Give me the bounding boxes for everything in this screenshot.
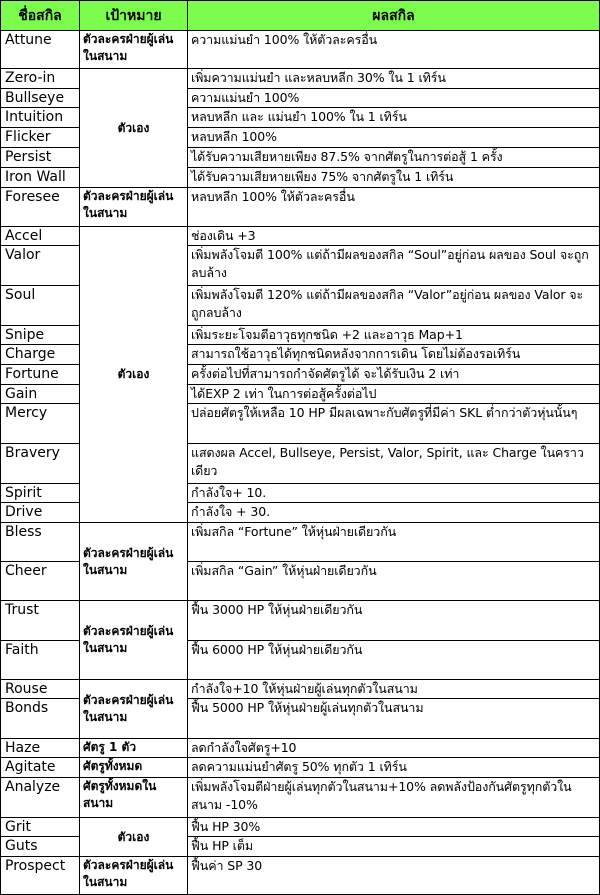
skill-effect-cell: กำลังใจ+ 10.	[187, 483, 600, 503]
target-cell	[79, 187, 188, 227]
skill-effect-cell: หลบหลีก และ แม่นยำ 100% ใน 1 เทิร์น	[187, 107, 600, 128]
skill-effect-cell: ปล่อยศัตรูให้เหลือ 10 HP มีผลเฉพาะกับศัตรูที่มีค่า SKL ต่ำกว่าตัวหุ่นนั้นๆ	[187, 403, 600, 444]
skill-name-cell: Guts	[0, 836, 80, 857]
skill-name-cell: Snipe	[0, 325, 80, 345]
target-cell	[79, 600, 188, 680]
skill-effect-cell: กำลังใจ + 30.	[187, 502, 600, 523]
skill-effect-cell: เพิ่มสกิล “Fortune” ให้หุ่นฝ่ายเดียวกัน	[187, 522, 600, 562]
skill-name-cell: Analyze	[0, 777, 80, 818]
target-label: ตัวละครฝ่ายผู้เล่นในสนาม	[83, 693, 174, 724]
skill-effect-cell: กำลังใจ+10 ให้หุ่นฝ่ายผู้เล่นทุกตัวในสนาม	[187, 679, 600, 699]
target-cell	[79, 856, 188, 895]
skill-effect-cell: เพิ่มพลังโจมตี 120% แต่ถ้ามีผลของสกิล “Valor”อยู่ก่อน ผลของ Valor จะถูกลบล้าง	[187, 285, 600, 326]
target-label: ตัวเอง	[117, 367, 150, 381]
skill-name-cell: Intuition	[0, 107, 80, 128]
header-skill-name: ชื่อสกิล	[0, 0, 80, 31]
target-label: ตัวละครฝ่ายผู้เล่นในสนาม	[83, 624, 174, 655]
skill-name-cell: Persist	[0, 147, 80, 168]
skill-effect-cell: ความแม่นยำ 100%	[187, 88, 600, 108]
skill-name-cell: Cheer	[0, 561, 80, 601]
skill-effect-cell: ช่องเดิน +3	[187, 226, 600, 246]
skill-effect-cell: เพิ่มความแม่นยำ และหลบหลีก 30% ใน 1 เทิร์น	[187, 68, 600, 89]
skill-name-cell: Mercy	[0, 403, 80, 444]
header-effect: ผลสกิล	[187, 0, 600, 31]
skill-effect-cell: ฟื้น 5000 HP ให้หุ่นฝ่ายผู้เล่นทุกตัวในสนาม	[187, 698, 600, 739]
skill-name-cell: Foresee	[0, 187, 80, 227]
skill-name-cell: Agitate	[0, 757, 80, 778]
skill-name-cell: Bonds	[0, 698, 80, 739]
skill-name-cell: Iron Wall	[0, 167, 80, 188]
skill-effect-cell: ได้EXP 2 เท่า ในการต่อสู้ครั้งต่อไป	[187, 384, 600, 404]
target-label: ศัตรูทั้งหมด	[83, 759, 143, 773]
target-cell	[79, 817, 188, 857]
skill-name-cell: Accel	[0, 226, 80, 246]
skill-effect-cell: เพิ่มพลังโจมตีฝ่ายผู้เล่นทุกตัวในสนาม+10% ลดพลังป้องกันศัตรูทุกตัวในสนาม -10%	[187, 777, 600, 818]
skill-name-cell: Charge	[0, 344, 80, 365]
skill-effect-cell: หลบหลีก 100%	[187, 127, 600, 148]
target-label: ตัวละครฝ่ายผู้เล่นในสนาม	[83, 545, 174, 577]
skill-name-cell: Valor	[0, 245, 80, 286]
skill-name-cell: Bullseye	[0, 88, 80, 108]
target-label: ศัตรู 1 ตัว	[83, 740, 137, 754]
target-label: ตัวละครฝ่ายผู้เล่นในสนาม	[83, 189, 174, 220]
target-cell	[79, 777, 188, 818]
skill-name-cell: Haze	[0, 738, 80, 758]
skill-effect-cell: ได้รับความเสียหายเพียง 87.5% จากศัตรูในการต่อสู้ 1 ครั้ง	[187, 147, 600, 168]
skill-effect-cell: เพิ่มสกิล “Gain” ให้หุ่นฝ่ายเดียวกัน	[187, 561, 600, 601]
skill-name-cell: Bless	[0, 522, 80, 562]
target-label: ศัตรูทั้งหมดในสนาม	[83, 779, 157, 810]
target-label: ตัวเอง	[117, 120, 150, 135]
skill-effect-cell: ความแม่นยำ 100% ให้ตัวละครอื่น	[187, 30, 600, 69]
skill-effect-cell: ฟื้น 6000 HP ให้หุ่นฝ่ายเดียวกัน	[187, 640, 600, 680]
skill-effect-cell: ฟื้น HP 30%	[187, 817, 600, 837]
target-cell	[79, 738, 188, 758]
skill-name-cell: Zero-in	[0, 68, 80, 89]
skill-effect-cell: ครั้งต่อไปที่สามารถกำจัดศัตรูได้ จะได้รับเงิน 2 เท่า	[187, 364, 600, 385]
skill-effect-cell: หลบหลีก 100% ให้ตัวละครอื่น	[187, 187, 600, 227]
skill-name-cell: Trust	[0, 600, 80, 641]
skill-name-cell: Flicker	[0, 127, 80, 148]
skill-name-cell: Bravery	[0, 443, 80, 484]
skill-effect-cell: แสดงผล Accel, Bullseye, Persist, Valor, Spirit, และ Charge ในคราวเดียว	[187, 443, 600, 484]
skill-name-cell: Soul	[0, 285, 80, 326]
skill-effect-cell: ลดกำลังใจศัตรู+10	[187, 738, 600, 758]
target-cell	[79, 30, 188, 69]
target-cell	[79, 68, 188, 188]
target-cell	[79, 522, 188, 601]
skill-effect-cell: เพิ่มพลังโจมตี 100% แต่ถ้ามีผลของสกิล “Soul”อยู่ก่อน ผลของ Soul จะถูกลบล้าง	[187, 245, 600, 286]
target-label: ตัวเอง	[117, 829, 150, 844]
target-label: ตัวละครฝ่ายผู้เล่นในสนาม	[83, 32, 174, 63]
skill-effect-cell: ฟื้น 3000 HP ให้หุ่นฝ่ายเดียวกัน	[187, 600, 600, 641]
target-cell	[79, 757, 188, 778]
target-label: ตัวละครฝ่ายผู้เล่นในสนาม	[83, 858, 174, 889]
skill-effect-cell: ฟื้นค่า SP 30	[187, 856, 600, 895]
skill-name-cell: Prospect	[0, 856, 80, 895]
skill-name-cell: Spirit	[0, 483, 80, 503]
skill-name-cell: Fortune	[0, 364, 80, 385]
skill-name-cell: Grit	[0, 817, 80, 837]
header-target: เป้าหมาย	[79, 0, 188, 31]
skill-name-cell: Drive	[0, 502, 80, 523]
target-cell	[79, 226, 188, 523]
skill-name-cell: Gain	[0, 384, 80, 404]
skill-effect-cell: ได้รับความเสียหายเพียง 75% จากศัตรูใน 1 เทิร์น	[187, 167, 600, 188]
skill-effect-cell: ฟื้น HP เต็ม	[187, 836, 600, 857]
skill-name-cell: Attune	[0, 30, 80, 69]
target-cell	[79, 679, 188, 739]
skill-effect-cell: ลดความแม่นยำศัตรู 50% ทุกตัว 1 เทิร์น	[187, 757, 600, 778]
skill-effect-cell: เพิ่มระยะโจมตีอาวุธทุกชนิด +2 และอาวุธ Map+1	[187, 325, 600, 345]
skill-effect-cell: สามารถใช้อาวุธได้ทุกชนิดหลังจากการเดิน โดยไม่ต้องรอเทิร์น	[187, 344, 600, 365]
skill-name-cell: Faith	[0, 640, 80, 680]
skill-name-cell: Rouse	[0, 679, 80, 699]
